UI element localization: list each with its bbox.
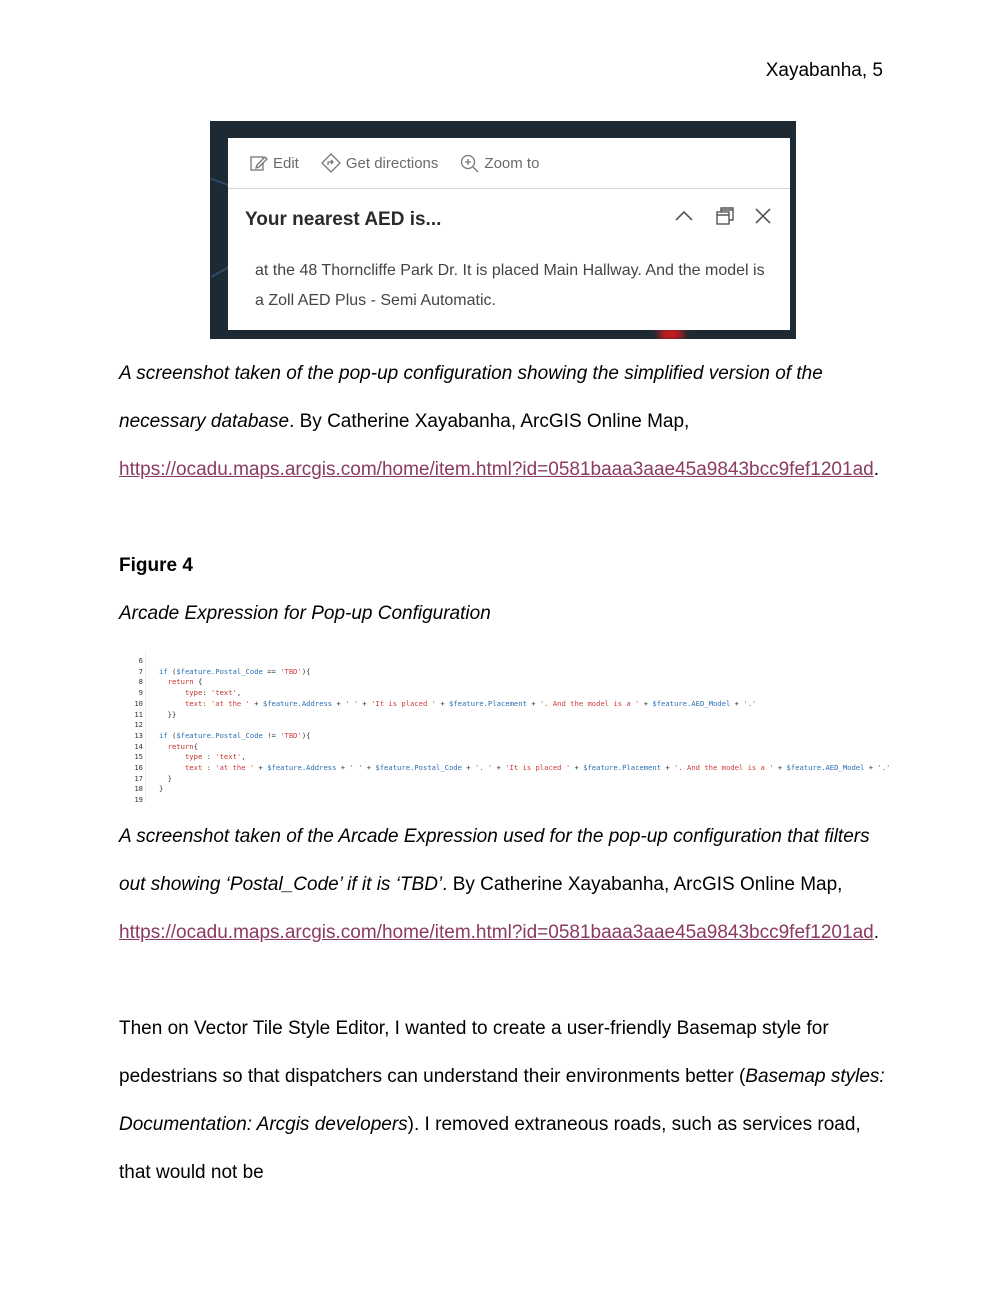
paragraph-text-2: ). I removed extraneous roads, such as services road, that would not be [119,1114,861,1183]
zoom-to-button[interactable] [460,154,539,173]
code-line: type: 'text', [184,688,242,698]
code-line: return{ [167,741,198,751]
popup-title: Your nearest AED is... [245,209,442,230]
code-line-number: 15 [134,752,143,762]
code-line: }} [159,709,177,719]
caption-2-end: . [873,922,879,943]
popup-body: at the 48 Thorncliffe Park Dr. It is placed Main Hallway. And the model is a Zoll AED Plus - Semi Automatic. [255,262,765,309]
caption-1-italic: A screenshot taken of the pop-up configuration showing the simplified version of the necessary database [119,363,823,432]
edit-icon [250,154,268,172]
code-line-number: 19 [134,795,143,805]
figure-title: Arcade Expression for Pop-up Configuration [119,603,491,624]
code-line: text: 'at the ' + $feature.Address + ' ' + 'It is placed ' + $feature.Placement + '. And the model is a ' + $feature.AED_Model + '.' [184,698,757,708]
caption-2-italic: A screenshot taken of the Arcade Expression used for the pop-up configuration that filters out showing ‘Postal_Code’ if it is ‘TBD’ [119,826,870,895]
figure-label: Figure 4 [119,555,193,576]
zoom-label: Zoom to [484,154,540,172]
caption-1-end: . [873,459,879,480]
caption-1-link[interactable]: https://ocadu.maps.arcgis.com/home/item.html?id=0581baaa3aae45a9843bcc9fef1201ad [119,459,874,480]
zoom-icon [460,154,479,173]
code-line-number: 14 [134,741,143,751]
code-line: text : 'at the ' + $feature.Address + ' ' + $feature.Postal_Code + '. ' + 'It is placed ' + $feature.Placement + '. And the model is a ' + $feature.AED_Model + '.' [184,763,891,772]
caption-2-text: . By Catherine Xayabanha, ArcGIS Online Map, [442,874,843,895]
code-line-number: 12 [134,720,143,730]
code-line-number: 11 [134,709,143,719]
code-line-number: 16 [134,763,143,772]
code-line-number: 13 [134,730,143,740]
dock-icon[interactable] [715,206,735,226]
code-line: } [159,773,172,783]
code-line-number: 17 [134,773,143,783]
directions-label: Get directions [345,154,439,172]
code-line-number: 9 [138,688,143,698]
edit-label: Edit [273,154,299,172]
caption-2 [119,813,889,957]
close-icon[interactable] [753,206,773,226]
directions-icon [321,153,341,173]
code-line: type : 'text', [184,752,246,762]
caption-1 [119,350,889,494]
code-line: } [159,784,164,794]
code-line-number: 10 [134,698,143,708]
caption-2-link[interactable]: https://ocadu.maps.arcgis.com/home/item.html?id=0581baaa3aae45a9843bcc9fef1201ad [119,922,874,943]
running-head: Xayabanha, 5 [765,60,883,81]
code-line-number: 8 [138,677,143,687]
code-line-number: 7 [138,666,143,676]
code-line-number: 6 [138,656,143,665]
edit-button[interactable] [250,154,299,172]
paragraph-text-1: Then on Vector Tile Style Editor, I wanted to create a user-friendly Basemap style for pedestrians so that dispatchers can understand their environments better ( [119,1018,829,1087]
popup-card [228,138,790,330]
get-directions-button[interactable] [321,153,439,173]
popup-screenshot [210,121,796,339]
code-line: return { [167,677,203,687]
collapse-icon[interactable] [674,206,694,226]
code-line: if ($feature.Postal_Code != 'TBD'){ [159,730,311,740]
code-line-number: 18 [134,784,143,794]
paragraph-citation: Basemap styles: Documentation: Arcgis developers [119,1066,885,1135]
code-line: if ($feature.Postal_Code == 'TBD'){ [159,666,311,676]
body-paragraph [119,1005,889,1197]
code-screenshot [119,650,891,805]
caption-1-text: . By Catherine Xayabanha, ArcGIS Online Map, [289,411,690,432]
popup-toolbar [228,138,790,189]
